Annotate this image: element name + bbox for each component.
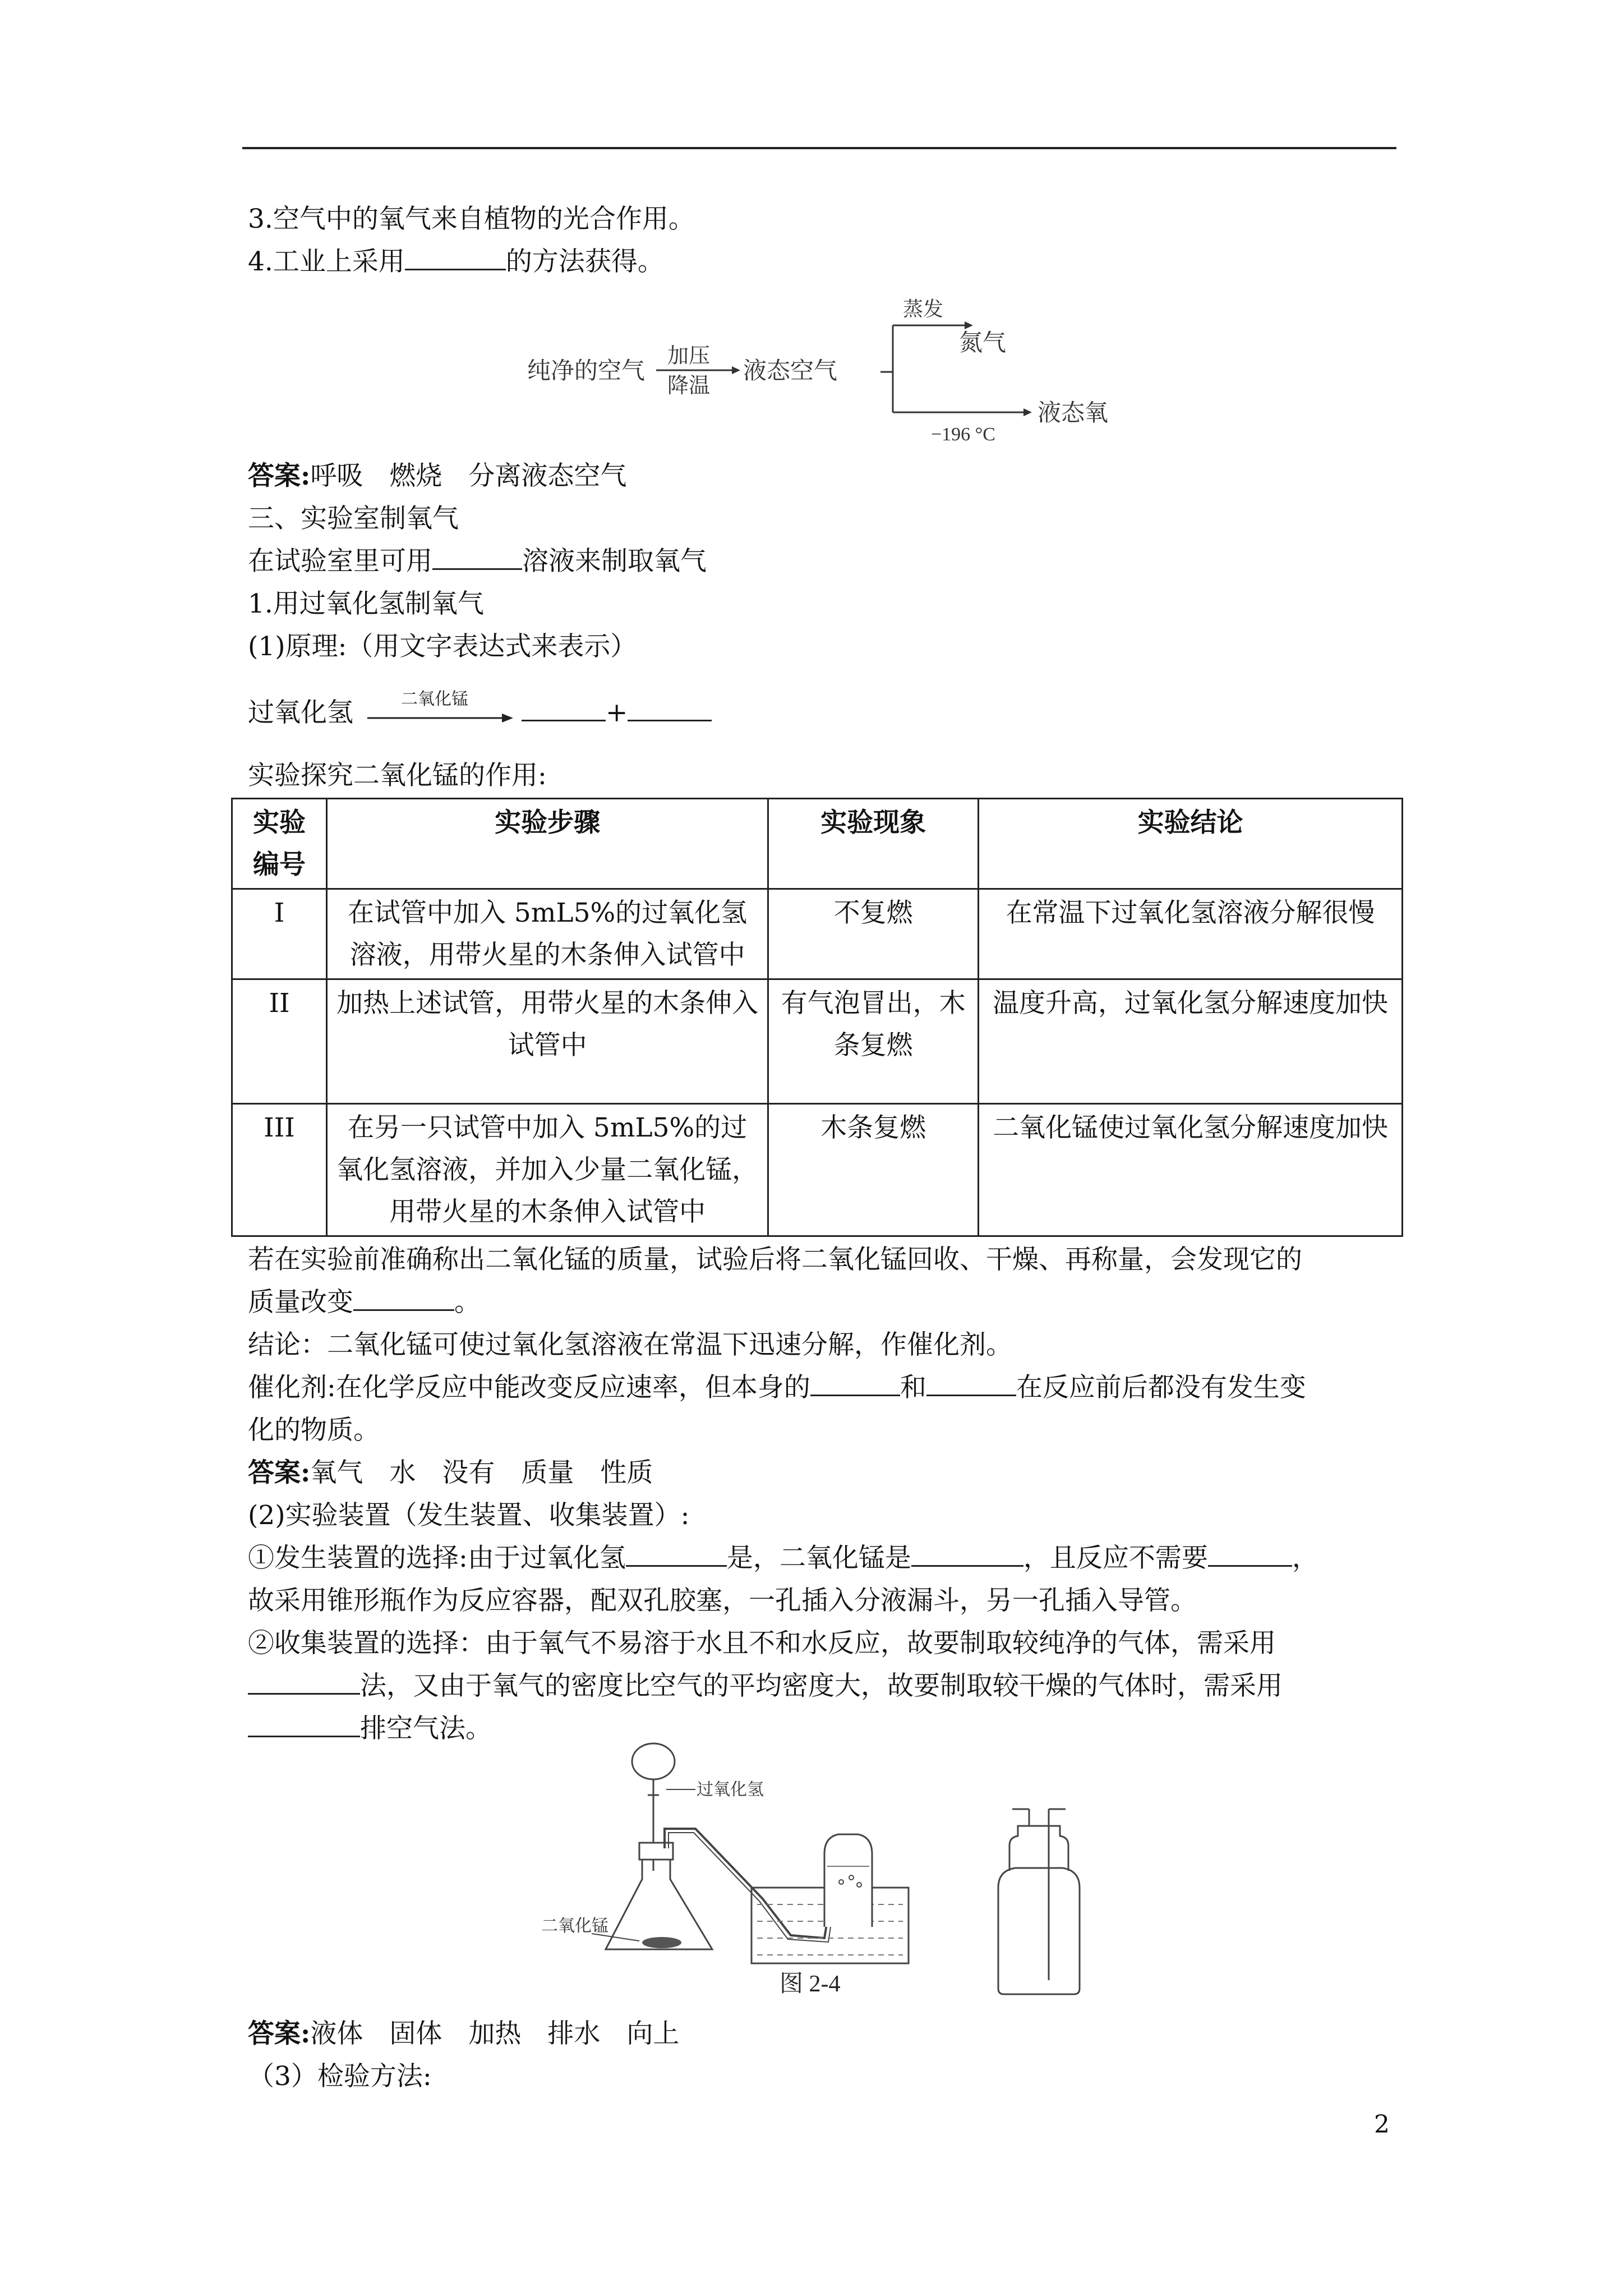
table-row: [232, 979, 1403, 1104]
flow-step-top: 加压: [667, 344, 711, 368]
collector-line1: ②收集装置的选择：由于氧气不易溶于水且不和水反应，故要制取较纯净的气体，需采用: [248, 1628, 1276, 1659]
reaction-line: [248, 696, 353, 730]
cell-id: II: [232, 979, 327, 1104]
intro-suffix: 溶液来制取氧气: [522, 546, 707, 577]
fill-blank: [810, 1372, 900, 1396]
flow-branch-top-label: 蒸发: [903, 298, 944, 320]
intro-prefix: 在试验室里可用: [248, 546, 432, 577]
line2-prefix: 质量改变: [248, 1287, 353, 1318]
sub-heading-1: 1.用过氧化氢制氧气: [248, 588, 484, 619]
generator-line1: [248, 1541, 1318, 1576]
cell-conclusion: 温度升高，过氧化氢分解速度加快: [979, 979, 1403, 1104]
check-method-line: （3）检验方法:: [248, 2061, 432, 2092]
flow-branch-bottom-product: 液态氧: [1038, 401, 1109, 426]
text-line-3: 3.空气中的氧气来自植物的光合作用。: [248, 204, 695, 234]
funnel-icon: [632, 1743, 675, 1779]
gas-bottle-icon: [1009, 1826, 1068, 1871]
line2-suffix: 。: [454, 1287, 481, 1318]
after-table-line2: [248, 1285, 481, 1320]
cell-id: I: [232, 889, 327, 979]
answer-text: 液体 固体 加热 排水 向上: [310, 2018, 680, 2049]
answer-text: 呼吸 燃烧 分离液态空气: [310, 461, 627, 491]
reaction-products: [522, 696, 712, 730]
fill-blank: [911, 1543, 1023, 1567]
fill-blank: [248, 1671, 360, 1695]
flow-middle: 液态空气: [743, 358, 838, 384]
header-conclusion: 实验结论: [979, 799, 1403, 889]
explore-title: 实验探究二氧化锰的作用:: [248, 760, 547, 791]
table-row: [232, 889, 1403, 979]
flow-branch-top-product: 氮气: [959, 330, 1007, 356]
collection-bottle-icon: [824, 1834, 872, 1927]
cell-conclusion: 在常温下过氧化氢溶液分解很慢: [979, 889, 1403, 979]
section-heading: 三、实验室制氧气: [248, 503, 459, 534]
flask-icon: [606, 1860, 712, 1949]
collector-line3: [248, 1711, 492, 1746]
header-phenomenon: 实验现象: [768, 799, 979, 889]
experiment-table: [231, 798, 1403, 1237]
reaction-arrow: [365, 689, 516, 728]
answer-text: 氧气 水 没有 质量 性质: [310, 1457, 653, 1488]
answer-label: 答案:: [248, 2018, 311, 2049]
cell-step: 在试管中加入 5mL5%的过氧化氢溶液，用带火星的木条伸入试管中: [327, 889, 768, 979]
fill-blank: [628, 697, 712, 721]
principle-line: (1)原理:（用文字表达式来表示）: [248, 631, 637, 662]
catalyst-and: 和: [900, 1372, 926, 1403]
delivery-tube: [665, 1829, 830, 1938]
apparatus-heading: (2)实验装置（发生装置、收集装置）:: [248, 1500, 690, 1531]
catalyst-suffix: 在反应前后都没有发生变: [1016, 1372, 1306, 1403]
fill-blank: [1208, 1543, 1292, 1567]
answer-label: 答案:: [248, 461, 311, 491]
header-id: 实验编号: [232, 799, 327, 889]
header-rule: [242, 147, 1396, 149]
fill-blank: [248, 1713, 360, 1737]
catalyst-definition: [248, 1370, 1306, 1405]
cell-phenomenon: 木条复燃: [768, 1104, 979, 1236]
figure-caption: 图 2-4: [780, 1971, 841, 1997]
figure-label-top: 过氧化氢: [697, 1780, 764, 1799]
intro-line: [248, 544, 707, 579]
gen-mid1: 是，二氧化锰是: [726, 1543, 911, 1573]
reaction-reactant: 过氧化氢: [248, 697, 353, 728]
reaction-catalyst: 二氧化锰: [401, 690, 468, 708]
col-line3-suffix: 排空气法。: [360, 1713, 492, 1744]
air-separation-diagram: [516, 295, 1122, 446]
flow-branch-bottom-label: −196 °C: [931, 424, 995, 445]
generator-line2: 故采用锥形瓶作为反应容器，配双孔胶塞，一孔插入分液漏斗，另一孔插入导管。: [248, 1585, 1197, 1616]
cell-phenomenon: 有气泡冒出，木条复燃: [768, 979, 979, 1104]
flow-step-bottom: 降温: [667, 374, 711, 398]
cell-step: 在另一只试管中加入 5mL5%的过氧化氢溶液，并加入少量二氧化锰，用带火星的木条伸入试管中: [327, 1104, 768, 1236]
gen-prefix: ①发生装置的选择:由于过氧化氢: [248, 1543, 626, 1573]
fill-blank: [353, 1287, 454, 1311]
text-line-4: [248, 245, 664, 279]
table-row: [232, 1104, 1403, 1236]
fill-blank: [522, 697, 606, 721]
table-header-row: [232, 799, 1403, 889]
header-step: 实验步骤: [327, 799, 768, 889]
answer-1: [248, 459, 626, 494]
cell-phenomenon: 不复燃: [768, 889, 979, 979]
gen-end: ，: [1292, 1543, 1318, 1573]
after-table-line1: 若在实验前准确称出二氧化锰的质量，试验后将二氧化锰回收、干燥、再称量，会发现它的: [248, 1244, 1302, 1275]
answer-label: 答案:: [248, 1457, 311, 1488]
apparatus-figure: [527, 1736, 1116, 2000]
collector-line2: [248, 1669, 1283, 1704]
figure-label-left: 二氧化锰: [541, 1917, 608, 1935]
flow-source: 纯净的空气: [527, 358, 645, 384]
cell-conclusion: 二氧化锰使过氧化氢分解速度加快: [979, 1104, 1403, 1236]
catalyst-line2: 化的物质。: [248, 1415, 380, 1446]
cell-step: 加热上述试管，用带火星的木条伸入试管中: [327, 979, 768, 1104]
fill-blank: [626, 1543, 727, 1567]
fill-blank: [432, 546, 522, 570]
fill-blank: [926, 1372, 1016, 1396]
cell-id: III: [232, 1104, 327, 1236]
line4-suffix: 的方法获得。: [505, 246, 664, 277]
page-number: 2: [1374, 2110, 1390, 2139]
col-line2-suffix: 法，又由于氧气的密度比空气的平均密度大，故要制取较干燥的气体时，需采用: [360, 1671, 1283, 1701]
gen-mid2: ，且反应不需要: [1023, 1543, 1208, 1573]
conclusion-line: 结论：二氧化锰可使过氧化氢溶液在常温下迅速分解，作催化剂。: [248, 1329, 1012, 1360]
line4-prefix: 4.工业上采用: [248, 246, 405, 277]
fill-blank: [405, 246, 506, 270]
answer-3: [248, 2017, 679, 2051]
reaction-plus: +: [606, 697, 628, 728]
answer-2: [248, 1456, 653, 1490]
catalyst-prefix: 催化剂:在化学反应中能改变反应速率，但本身的: [248, 1372, 810, 1403]
